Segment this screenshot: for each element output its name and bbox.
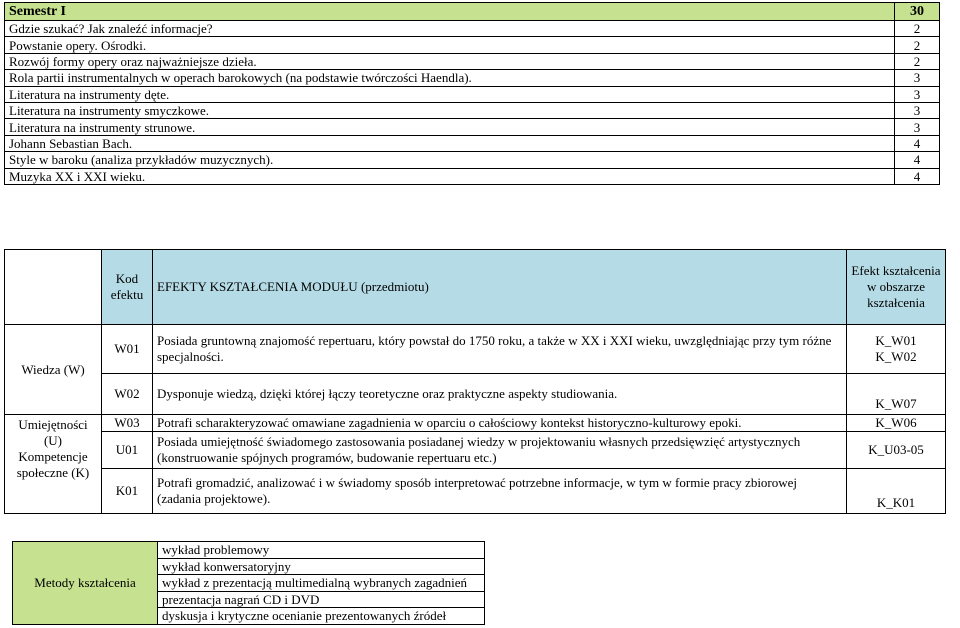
code-cell: K01 [102, 469, 153, 514]
topic-cell: Rozwój formy opery oraz najważniejsze dzieła. [5, 53, 895, 69]
topic-cell: Literatura na instrumenty dęte. [5, 86, 895, 102]
topic-cell: Literatura na instrumenty smyczkowe. [5, 102, 895, 118]
method-item: prezentacja nagrań CD i DVD [158, 591, 485, 608]
table-row [5, 21, 940, 37]
methods-label: Metody kształcenia [13, 542, 158, 625]
hours-cell: 2 [895, 21, 940, 37]
hours-cell: 4 [895, 168, 940, 184]
code-cell: U01 [102, 432, 153, 469]
topic-cell: Johann Sebastian Bach. [5, 135, 895, 151]
method-item: wykład problemowy [158, 542, 485, 559]
method-item: wykład z prezentacją multimedialną wybranych zagadnień [158, 575, 485, 592]
semester-header-row [5, 3, 940, 21]
category-cell [5, 415, 102, 514]
hours-cell: 4 [895, 135, 940, 151]
topic-cell: Literatura na instrumenty strunowe. [5, 119, 895, 135]
topic-cell: Rola partii instrumentalnych w operach barokowych (na podstawie twórczości Haendla). [5, 70, 895, 86]
table-row [5, 70, 940, 86]
area-cell [847, 325, 946, 374]
outcome-text: Posiada umiejętność świadomego zastosowania posiadanej wiedzy w projektowaniu własnych przedsięwzięć artystycznych (konstruowanie spójnych programów, budowanie repertuaru etc.) [153, 432, 847, 469]
outcome-text: Potrafi scharakteryzować omawiane zagadnienia w oparciu o całościowy kontekst historyczno-kulturowy epoki. [153, 415, 847, 432]
hours-cell: 3 [895, 119, 940, 135]
outcome-text: Posiada gruntowną znajomość repertuaru, który powstał do 1750 roku, a także w XX i XXI wieku, uwzględniając przy tym różne specjalności. [153, 325, 847, 374]
learning-outcomes-table [4, 249, 946, 514]
table-row [5, 119, 940, 135]
blank-header-cell [5, 250, 102, 325]
hours-cell: 3 [895, 86, 940, 102]
method-item: wykład konwersatoryjny [158, 558, 485, 575]
area-cell: K_W06 [847, 415, 946, 432]
hours-cell: 3 [895, 70, 940, 86]
area-code: K_W01 [875, 333, 917, 348]
table-row [5, 168, 940, 184]
table-row [5, 152, 940, 168]
table-row [5, 37, 940, 53]
area-header: Efekt kształcenia w obszarze kształcenia [847, 250, 946, 325]
code-cell: W02 [102, 374, 153, 415]
table-row [5, 374, 946, 415]
area-cell: K_K01 [847, 469, 946, 514]
area-cell: K_U03-05 [847, 432, 946, 469]
topic-cell: Style w baroku (analiza przykładów muzycznych). [5, 152, 895, 168]
topic-cell: Gdzie szukać? Jak znaleźć informacje? [5, 21, 895, 37]
semester-topics-table [4, 2, 940, 185]
area-code: K_W02 [875, 349, 917, 364]
hours-cell: 3 [895, 102, 940, 118]
area-cell: K_W07 [847, 374, 946, 415]
hours-cell: 2 [895, 37, 940, 53]
category-knowledge: Wiedza (W) [5, 325, 102, 415]
semester-total: 30 [895, 3, 940, 21]
category-competences: Kompetencje społeczne (K) [16, 449, 90, 480]
code-cell: W03 [102, 415, 153, 432]
table-row [5, 135, 940, 151]
table-row [5, 102, 940, 118]
hours-cell: 2 [895, 53, 940, 69]
teaching-methods-table [12, 541, 485, 625]
table-row [5, 469, 946, 514]
table-row [5, 325, 946, 374]
method-item: dyskusja i krytyczne ocenianie prezentowanych źródeł [158, 608, 485, 625]
hours-cell: 4 [895, 152, 940, 168]
table-row [5, 86, 940, 102]
topic-cell: Muzyka XX i XXI wieku. [5, 168, 895, 184]
table-row [5, 53, 940, 69]
outcome-text: Dysponuje wiedzą, dzięki której łączy teoretyczne oraz praktyczne aspekty studiowania. [153, 374, 847, 415]
category-skills: Umiejętności (U) [18, 417, 88, 448]
outcomes-header-row [5, 250, 946, 325]
code-header: Kod efektu [102, 250, 153, 325]
code-cell: W01 [102, 325, 153, 374]
table-row [5, 415, 946, 432]
outcome-text: Potrafi gromadzić, analizować i w świadomy sposób interpretować potrzebne informacje, w tym w formie pracy zbiorowej (zadania projektowe). [153, 469, 847, 514]
topic-cell: Powstanie opery. Ośrodki. [5, 37, 895, 53]
table-row [13, 542, 485, 559]
semester-title: Semestr I [5, 3, 895, 21]
table-row [5, 432, 946, 469]
outcomes-title-header: EFEKTY KSZTAŁCENIA MODUŁU (przedmiotu) [153, 250, 847, 325]
